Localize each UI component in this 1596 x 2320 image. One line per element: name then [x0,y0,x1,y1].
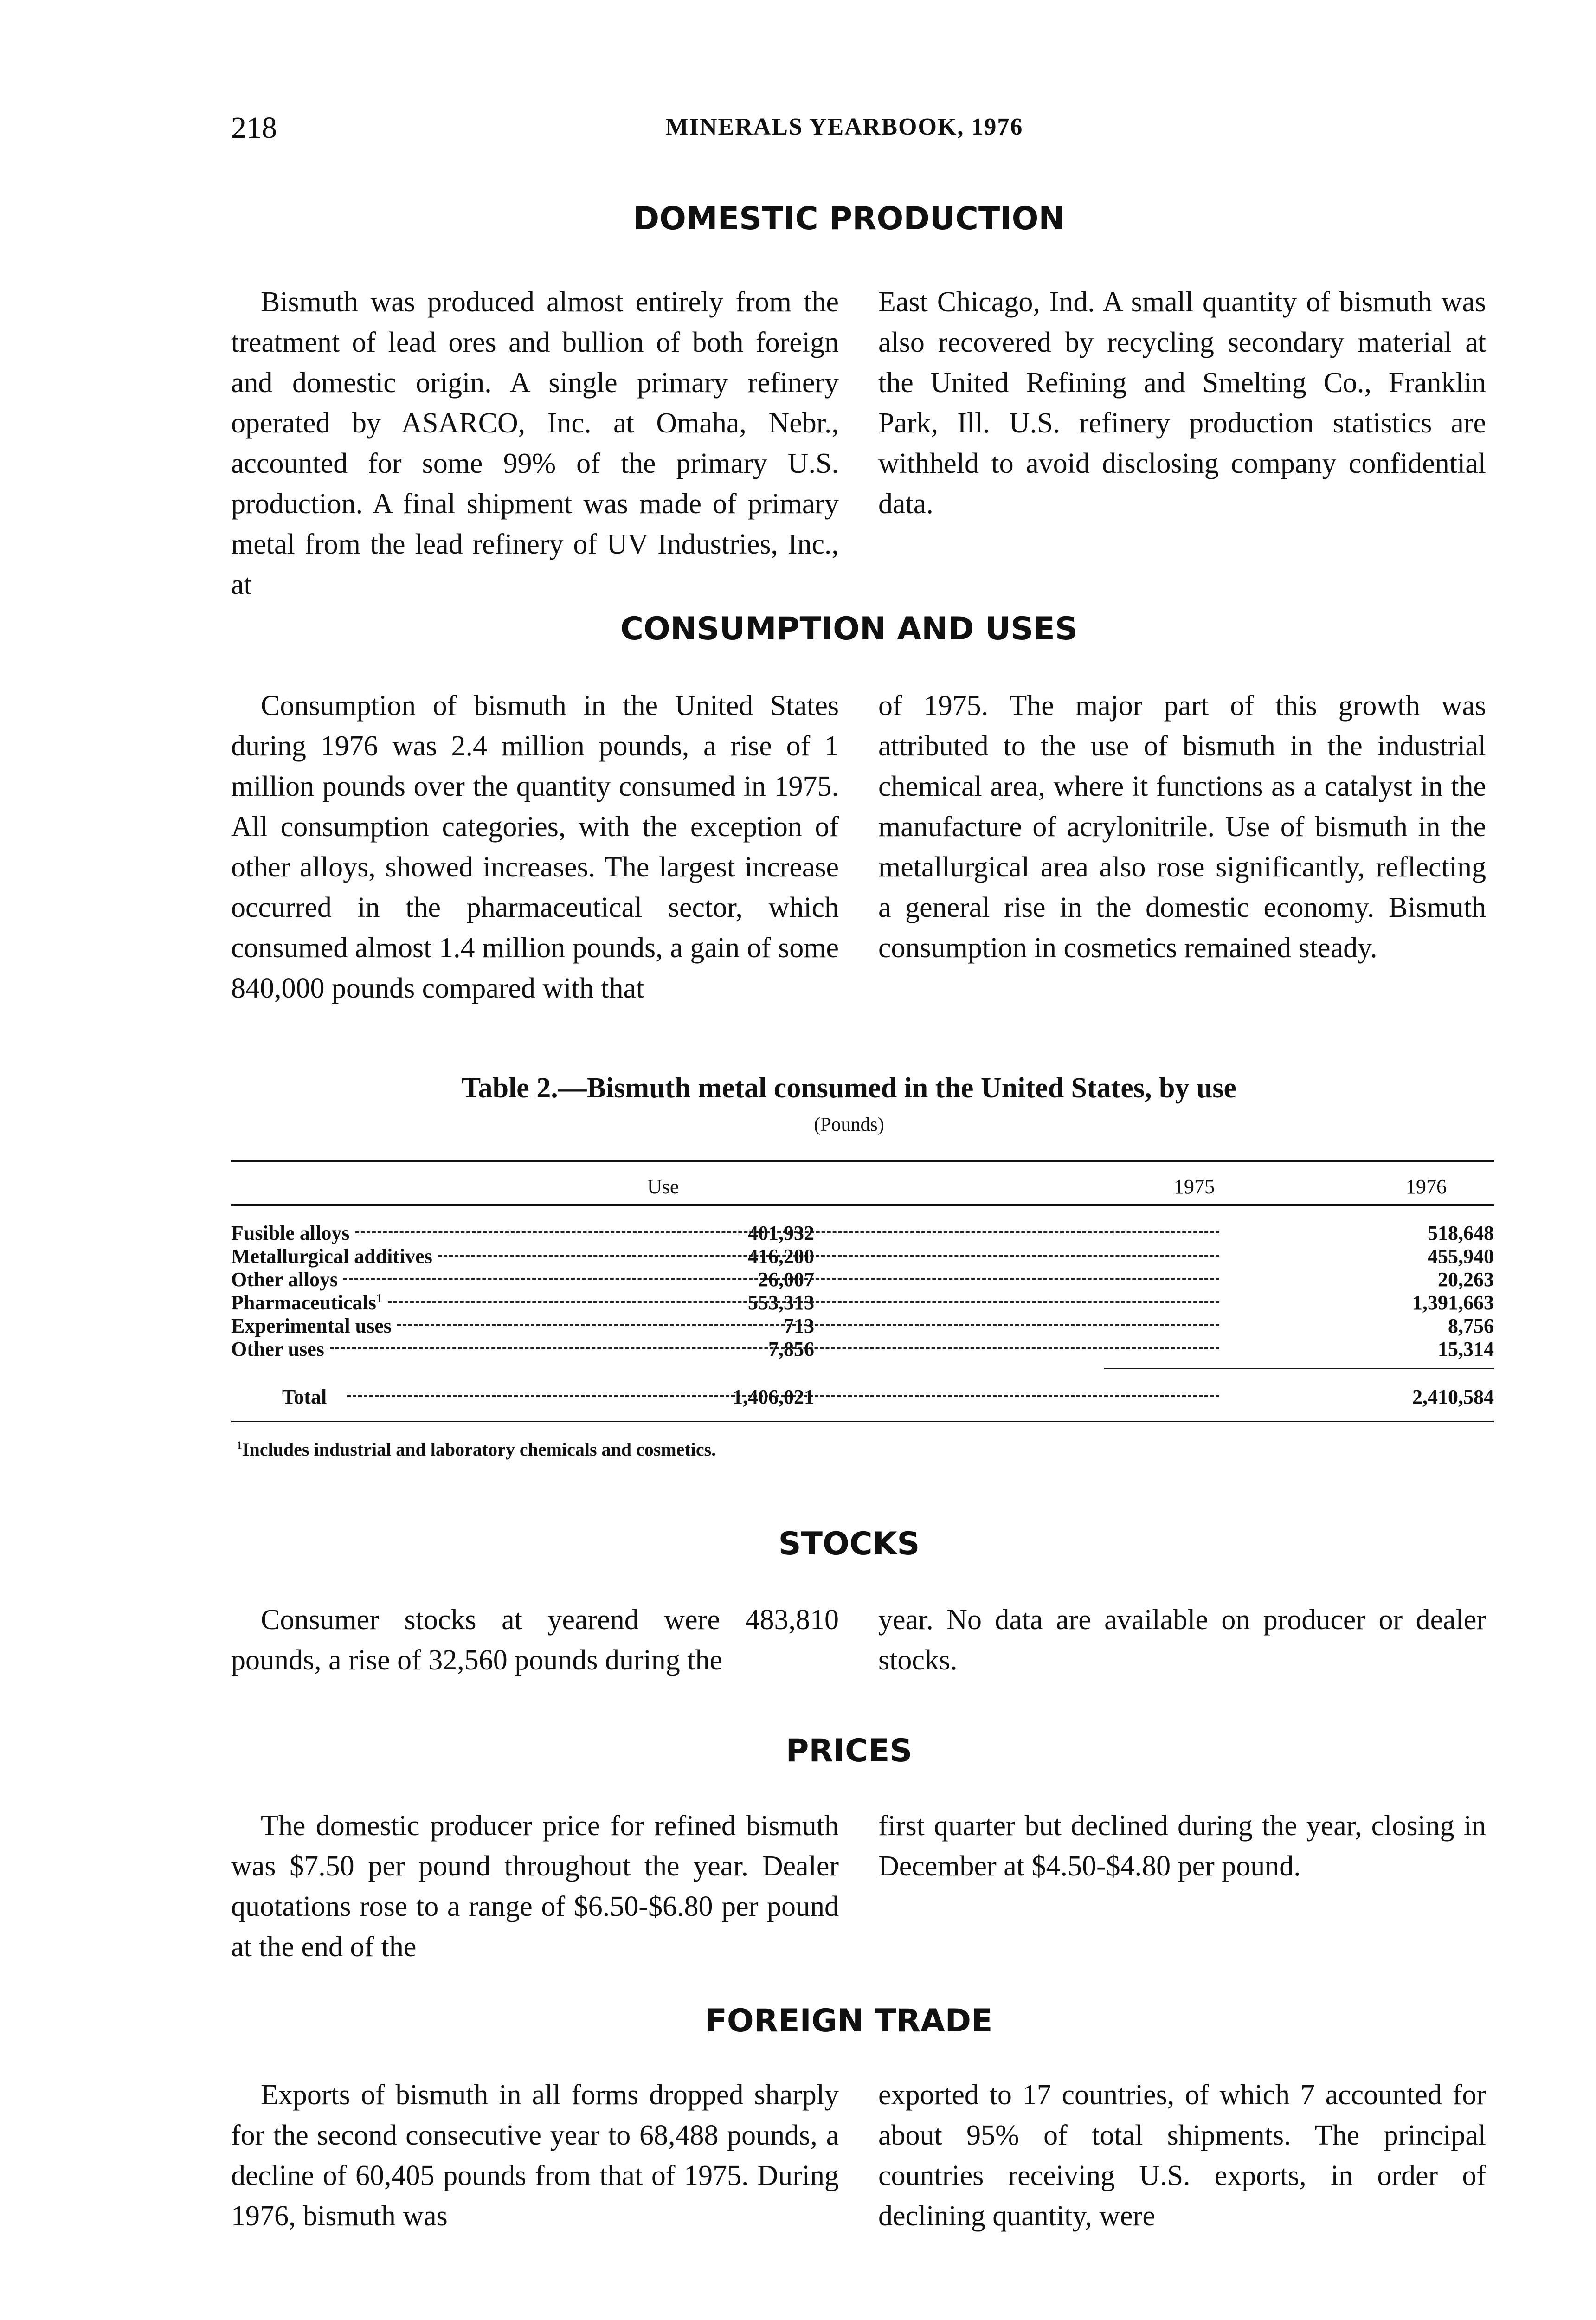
table-row [231,1221,1494,1244]
table-row [231,1268,1494,1291]
stocks-paragraph-1: Consumer stocks at yearend were 483,810 pounds, a rise of 32,560 pounds during the [231,1604,839,1676]
table-unit: (Pounds) [814,1114,884,1135]
row-value-1975: 553,313 [748,1291,814,1314]
row-use-text: Fusible alloys [231,1222,350,1244]
row-use-label [231,1221,350,1245]
prices-paragraph-1: The domestic producer price for refined bismuth was $7.50 per pound throughout the year. Dealer quotations rose to a range of $6.50-$6.80 per pound at the end of the [231,1810,839,1963]
table-header-rule [231,1204,1494,1206]
row-value-1976: 1,391,663 [1412,1291,1494,1314]
foreign-trade-paragraph-2: exported to 17 countries, of which 7 accounted for about 95% of total shipments. The principal countries receiving U.S. exports, in order of declining quantity, were [878,2079,1486,2232]
domestic-production-right-column [878,282,1486,524]
column-header-1976: 1976 [1406,1175,1447,1198]
table-title: Table 2.—Bismuth metal consumed in the United States, by use [461,1072,1237,1104]
total-1975: 1,406,021 [733,1386,814,1408]
foreign-trade-paragraph-1: Exports of bismuth in all forms dropped sharply for the second consecutive year to 68,488 pounds, a decline of 60,405 pounds from that of 1975. During 1976, bismuth was [231,2079,839,2232]
consumption-right-column [878,686,1486,968]
domestic-production-left-column [231,282,839,605]
row-value-1976: 15,314 [1438,1338,1494,1360]
column-header-use: Use [647,1175,679,1198]
section-heading-stocks: STOCKS [778,1526,920,1562]
page-number: 218 [231,111,277,145]
table-top-rule [231,1160,1494,1162]
total-rule [1104,1368,1494,1369]
table-row-total [231,1385,1494,1408]
total-label: Total [282,1386,327,1408]
table-row [231,1244,1494,1268]
table-row [231,1291,1494,1314]
foreign-trade-right-column [878,2075,1486,2236]
row-value-1975: 26,007 [758,1268,814,1291]
row-use-text: Metallurgical additives [231,1245,432,1268]
prices-left-column [231,1806,839,1967]
stocks-paragraph-2: year. No data are available on producer or dealer stocks. [878,1604,1486,1676]
leader-dots [438,1255,1219,1257]
section-heading-foreign-trade: FOREIGN TRADE [705,2003,993,2039]
prices-right-column [878,1806,1486,1887]
row-use-label [231,1244,432,1268]
domestic-production-paragraph-1: Bismuth was produced almost entirely from the treatment of lead ores and bullion of both foreign and domestic origin. A single primary refinery operated by ASARCO, Inc. at Omaha, Nebr., accounted for some 99% of the primary U.S. production. A final shipment was made of primary metal from the lead refinery of UV Industries, Inc., at [231,286,839,600]
table-row [231,1314,1494,1337]
consumption-paragraph-2: of 1975. The major part of this growth was attributed to the use of bismuth in the industrial chemical area, where it functions as a catalyst in the manufacture of acrylonitrile. Use of bismuth in the metallurgical area also rose significantly, reflecting a general rise in the domestic economy. Bismuth consumption in cosmetics remained steady. [878,690,1486,964]
section-heading-domestic-production: DOMESTIC PRODUCTION [633,200,1065,237]
footnote-text: Includes industrial and laboratory chemicals and cosmetics. [242,1439,716,1460]
section-heading-prices: PRICES [785,1733,913,1769]
row-use-label [231,1314,392,1338]
row-value-1975: 416,200 [748,1245,814,1268]
column-header-1975: 1975 [1174,1175,1215,1198]
table-row [231,1337,1494,1360]
table-footnote [237,1438,716,1460]
domestic-production-paragraph-2: East Chicago, Ind. A small quantity of bismuth was also recovered by recycling secondary material at the United Refining and Smelting Co., Franklin Park, Ill. U.S. refinery production statistics are withheld to avoid disclosing company confidential data. [878,286,1486,520]
row-value-1976: 455,940 [1428,1245,1494,1268]
section-heading-consumption-and-uses: CONSUMPTION AND USES [620,611,1078,647]
row-use-label [231,1291,382,1315]
row-footnote-marker: 1 [376,1291,383,1305]
row-use-text: Other uses [231,1338,324,1360]
footnote-marker: 1 [237,1439,242,1452]
stocks-left-column [231,1600,839,1681]
row-value-1975: 401,932 [748,1222,814,1244]
row-use-label [231,1268,338,1291]
row-use-text: Experimental uses [231,1315,392,1337]
foreign-trade-left-column [231,2075,839,2236]
consumption-left-column [231,686,839,1009]
prices-paragraph-2: first quarter but declined during the year, closing in December at $4.50-$4.80 per pound. [878,1810,1486,1882]
row-value-1976: 20,263 [1438,1268,1494,1291]
row-use-label [231,1337,324,1361]
row-value-1975: 713 [784,1315,814,1337]
row-value-1976: 8,756 [1448,1315,1494,1337]
row-value-1976: 518,648 [1428,1222,1494,1244]
row-use-text: Pharmaceuticals [231,1291,376,1314]
row-value-1975: 7,856 [768,1338,814,1360]
row-use-text: Other alloys [231,1268,338,1291]
stocks-right-column [878,1600,1486,1681]
running-title: MINERALS YEARBOOK, 1976 [665,114,1023,140]
total-1976: 2,410,584 [1412,1386,1494,1408]
table-bottom-rule [231,1421,1494,1422]
consumption-paragraph-1: Consumption of bismuth in the United States during 1976 was 2.4 million pounds, a rise of 1 million pounds over the quantity consumed in 1975. All consumption categories, with the exception of other alloys, showed increases. The largest increase occurred in the pharmaceutical sector, which consumed almost 1.4 million pounds, a gain of some 840,000 pounds compared with that [231,690,839,1004]
